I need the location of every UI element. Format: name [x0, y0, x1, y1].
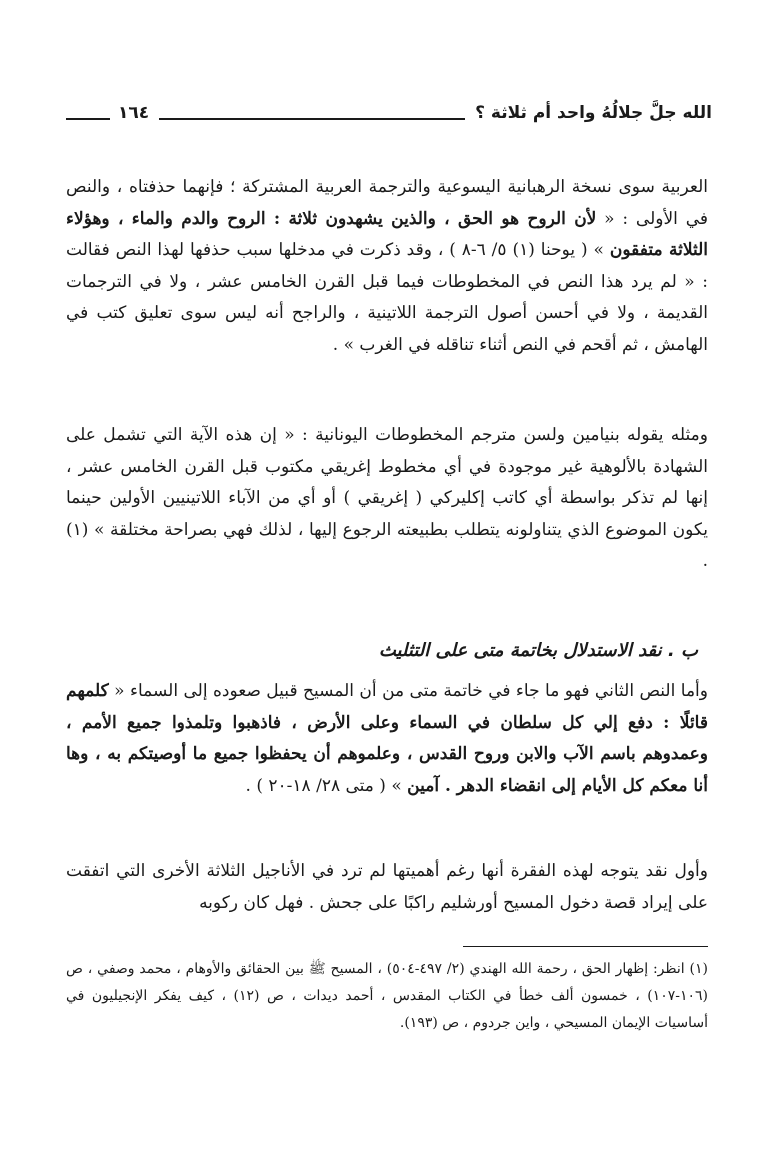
- footnote-separator: [463, 946, 708, 947]
- header-rule-end: [66, 118, 110, 120]
- bible-quote-matthew: كلمهم قائلًا : دفع إلي كل سلطان في السماء وعلى الأرض ، فاذهبوا وتلمذوا جميع الأمم ، وعمدوهم باسم الآب والابن وروح القدس ، وعلموهم أن يحفظوا جميع ما أوصيتكم به ، وها أنا معكم كل الأيام إلى انقضاء الدهر . آمين: [66, 681, 708, 796]
- paragraph-1-intro: العربية سوى نسخة الرهبانية اليسوعية والترجمة العربية المشتركة ؛ فإنهما حذفتاه ، والنص في الأولى : «: [66, 177, 708, 229]
- paragraph-3-rest: » ( متى ٢٨/ ١٨-٢٠ ) .: [245, 775, 408, 796]
- header-rule: [159, 118, 465, 120]
- section-subheading: ب . نقد الاستدلال بخاتمة متى على التثليث: [378, 640, 698, 661]
- paragraph-4-text: وأول نقد يتوجه لهذه الفقرة أنها رغم أهميتها لم ترد في الأناجيل الثلاثة الأخرى التي اتفقت على إيراد قصة دخول المسيح أورشليم راكبًا على جحش . فهل كان ركوبه: [66, 861, 708, 913]
- running-header: [66, 96, 712, 130]
- bible-quote-john: لأن الروح هو الحق ، والذين يشهدون ثلاثة : الروح والدم والماء ، وهؤلاء الثلاثة متفقون: [66, 208, 708, 260]
- running-title: الله جلَّ جلالُهُ واحد أم ثلاثة ؟: [475, 103, 712, 123]
- paragraph-4: [66, 856, 708, 919]
- paragraph-2: [66, 420, 708, 578]
- page-number: ١٦٤: [118, 103, 150, 123]
- footnote: (١) انظر: إظهار الحق ، رحمة الله الهندي (٢/ ٤٩٧-٥٠٤) ، المسيح ﷺ بين الحقائق والأوهام ، محمد وصفي ، ص (١٠٦-١٠٧) ، خمسون ألف خطأ في الكتاب المقدس ، أحمد ديدات ، ص (١٢) ، كيف يفكر الإنجيليون في أساسيات الإيمان المسيحي ، واين جردوم ، ص (١٩٣).: [66, 961, 708, 1031]
- paragraph-3-intro: وأما النص الثاني فهو ما جاء في خاتمة متى من أن المسيح قبيل صعوده إلى السماء «: [108, 681, 708, 701]
- paragraph-1-rest: » ( يوحنا (١) ٥/ ٦-٨ ) ، وقد ذكرت في مدخلها سبب حذفها لهذا النص فقالت : « لم يرد هذا النص في المخطوطات فيما قبل القرن الخامس عشر ، ولا في الترجمات القديمة ، ولا في أحسن أصول الترجمة اللاتينية ، والراجح أنه ليس سوى تعليق كتب في الهامش ، ثم أقحم في النص أثناء تناقله في الغرب » .: [66, 240, 708, 355]
- paragraph-3: [66, 676, 708, 802]
- paragraph-2-text: ومثله يقوله بنيامين ولسن مترجم المخطوطات اليونانية : « إن هذه الآية التي تشمل على الشهادة بالألوهية غير موجودة في أي مخطوط إغريقي مكتوب قبل القرن الخامس عشر ، إنها لم تذكر بواسطة أي كاتب إكليركي ( إغريقي ) أو أي من الآباء اللاتينيين الأولين حينما يكون الموضوع الذي يتناولونه يتطلب بطبيعته الرجوع إليها ، لذلك فهي بصراحة مختلقة » (١) .: [66, 425, 708, 571]
- paragraph-1: [66, 172, 708, 361]
